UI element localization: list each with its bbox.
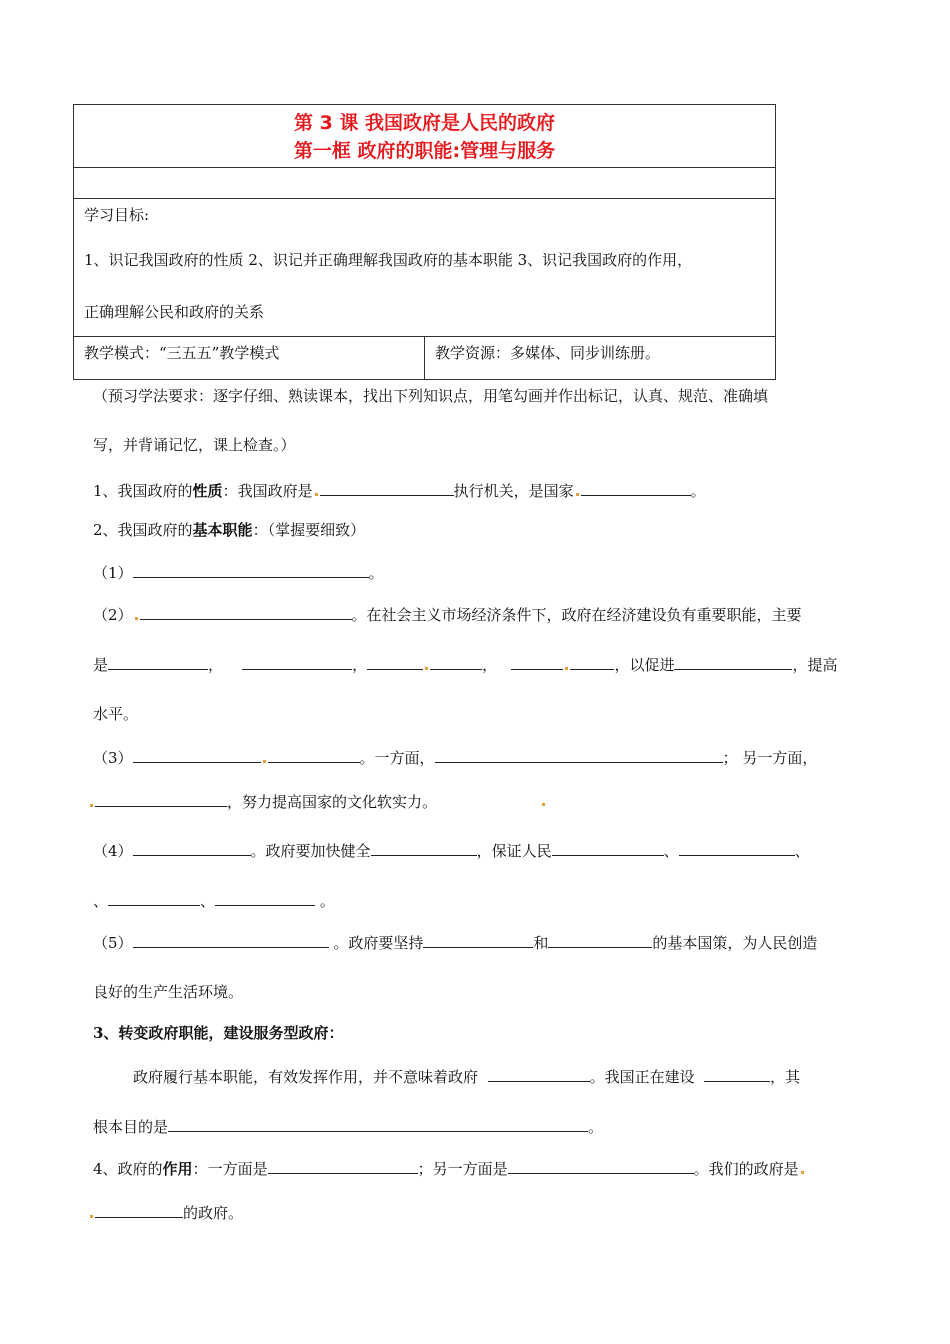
blank-field[interactable]	[548, 931, 652, 948]
blank-field[interactable]	[133, 561, 369, 578]
marker-dot	[576, 493, 579, 496]
blank-field[interactable]	[508, 1157, 694, 1174]
blank-field[interactable]	[704, 1065, 770, 1082]
blank-field[interactable]	[552, 839, 664, 856]
blank-field[interactable]	[242, 653, 352, 670]
blank-field[interactable]	[268, 1157, 418, 1174]
blank-field[interactable]	[133, 931, 329, 948]
blank-field[interactable]	[108, 653, 208, 670]
blank-field[interactable]	[168, 1115, 588, 1132]
teaching-mode-cell	[74, 337, 425, 380]
question-2-item-2: （2） 。在社会主义市场经济条件下，政府在经济建设负有重要职能，主要	[93, 603, 802, 625]
question-4-line2: 的政府。	[88, 1201, 243, 1223]
preview-instruction-line2: 写，并背诵记忆，课上检查。）	[93, 436, 296, 454]
question-2-item-5-line2: 良好的生产生活环境。	[93, 983, 244, 1001]
learning-goals-line1: 1、识记我国政府的性质 2、识记并正确理解我国政府的基本职能 3、识记我国政府的作用，	[84, 251, 693, 269]
preview-instruction-line1: （预习学法要求：逐字仔细、熟读课本，找出下列知识点，用笔勾画并作出标记，认真、规范、准确填	[93, 387, 769, 405]
marker-dot	[801, 1171, 804, 1174]
blank-field[interactable]	[511, 653, 563, 670]
question-1: 1、我国政府的性质：我国政府是 执行机关，是国家 。	[93, 479, 706, 501]
empty-row	[74, 168, 776, 199]
section-title: 第一框 政府的职能:管理与服务	[293, 140, 556, 162]
header-table	[73, 104, 776, 380]
question-4: 4、政府的作用：一方面是 ；另一方面是 。我们的政府是	[93, 1157, 806, 1179]
blank-field[interactable]	[570, 653, 614, 670]
blank-field[interactable]	[215, 889, 315, 906]
question-2-item-3-line2: ，努力提高国家的文化软实力。	[88, 790, 437, 812]
lesson-title-cell	[74, 105, 776, 168]
blank-field[interactable]	[581, 479, 691, 496]
marker-dot	[135, 617, 138, 620]
learning-goals-line2: 正确理解公民和政府的关系	[84, 303, 265, 321]
blank-field[interactable]	[95, 1201, 183, 1218]
marker-dot	[90, 804, 93, 807]
question-2-item-3: （3） 。一方面， ； 另一方面，	[93, 746, 817, 768]
question-2-item-4: （4） 。政府要加快健全 ，保证人民 、 、	[93, 839, 810, 861]
blank-field[interactable]	[95, 790, 227, 807]
teaching-resources: 教学资源：多媒体、同步训练册。	[435, 344, 661, 362]
question-2-item-2-line3: 水平。	[93, 705, 139, 723]
teaching-mode: 教学模式：“三五五”教学模式	[84, 344, 280, 362]
blank-field[interactable]	[108, 889, 200, 906]
question-2-item-2-line2: 是 ， ， ， ，以促进 ，提高	[93, 653, 837, 675]
blank-field[interactable]	[140, 603, 352, 620]
blank-field[interactable]	[268, 746, 360, 763]
learning-goals-cell	[74, 199, 776, 337]
blank-field[interactable]	[435, 746, 723, 763]
marker-dot	[263, 760, 266, 763]
blank-field[interactable]	[367, 653, 423, 670]
question-3-line1: 政府履行基本职能，有效发挥作用，并不意味着政府 。我国正在建设 ，其	[133, 1065, 800, 1087]
question-3-line2: 根本目的是 。	[93, 1115, 603, 1137]
blank-field[interactable]	[679, 839, 795, 856]
question-2-item-4-line2: 、 、 。	[93, 889, 335, 911]
blank-field[interactable]	[320, 479, 454, 496]
marker-dot	[425, 667, 428, 670]
blank-field[interactable]	[488, 1065, 590, 1082]
teaching-resources-cell	[425, 337, 776, 380]
question-2-item-5: （5） 。政府要坚持 和 的基本国策，为人民创造	[93, 931, 817, 953]
blank-field[interactable]	[430, 653, 482, 670]
blank-field[interactable]	[133, 746, 261, 763]
blank-field[interactable]	[423, 931, 533, 948]
learning-goals-label: 学习目标:	[84, 206, 150, 224]
blank-field[interactable]	[674, 653, 792, 670]
question-2-heading: 2、我国政府的基本职能：（掌握要细致）	[93, 521, 366, 539]
blank-field[interactable]	[133, 839, 251, 856]
blank-field[interactable]	[371, 839, 477, 856]
question-3-heading: 3、转变政府职能，建设服务型政府：	[93, 1024, 344, 1042]
question-2-item-1: （1） 。	[93, 561, 384, 583]
marker-dot	[542, 803, 545, 806]
marker-dot	[315, 493, 318, 496]
marker-dot	[90, 1215, 93, 1218]
marker-dot	[565, 667, 568, 670]
lesson-title: 第 3 课 我国政府是人民的政府	[293, 112, 556, 134]
